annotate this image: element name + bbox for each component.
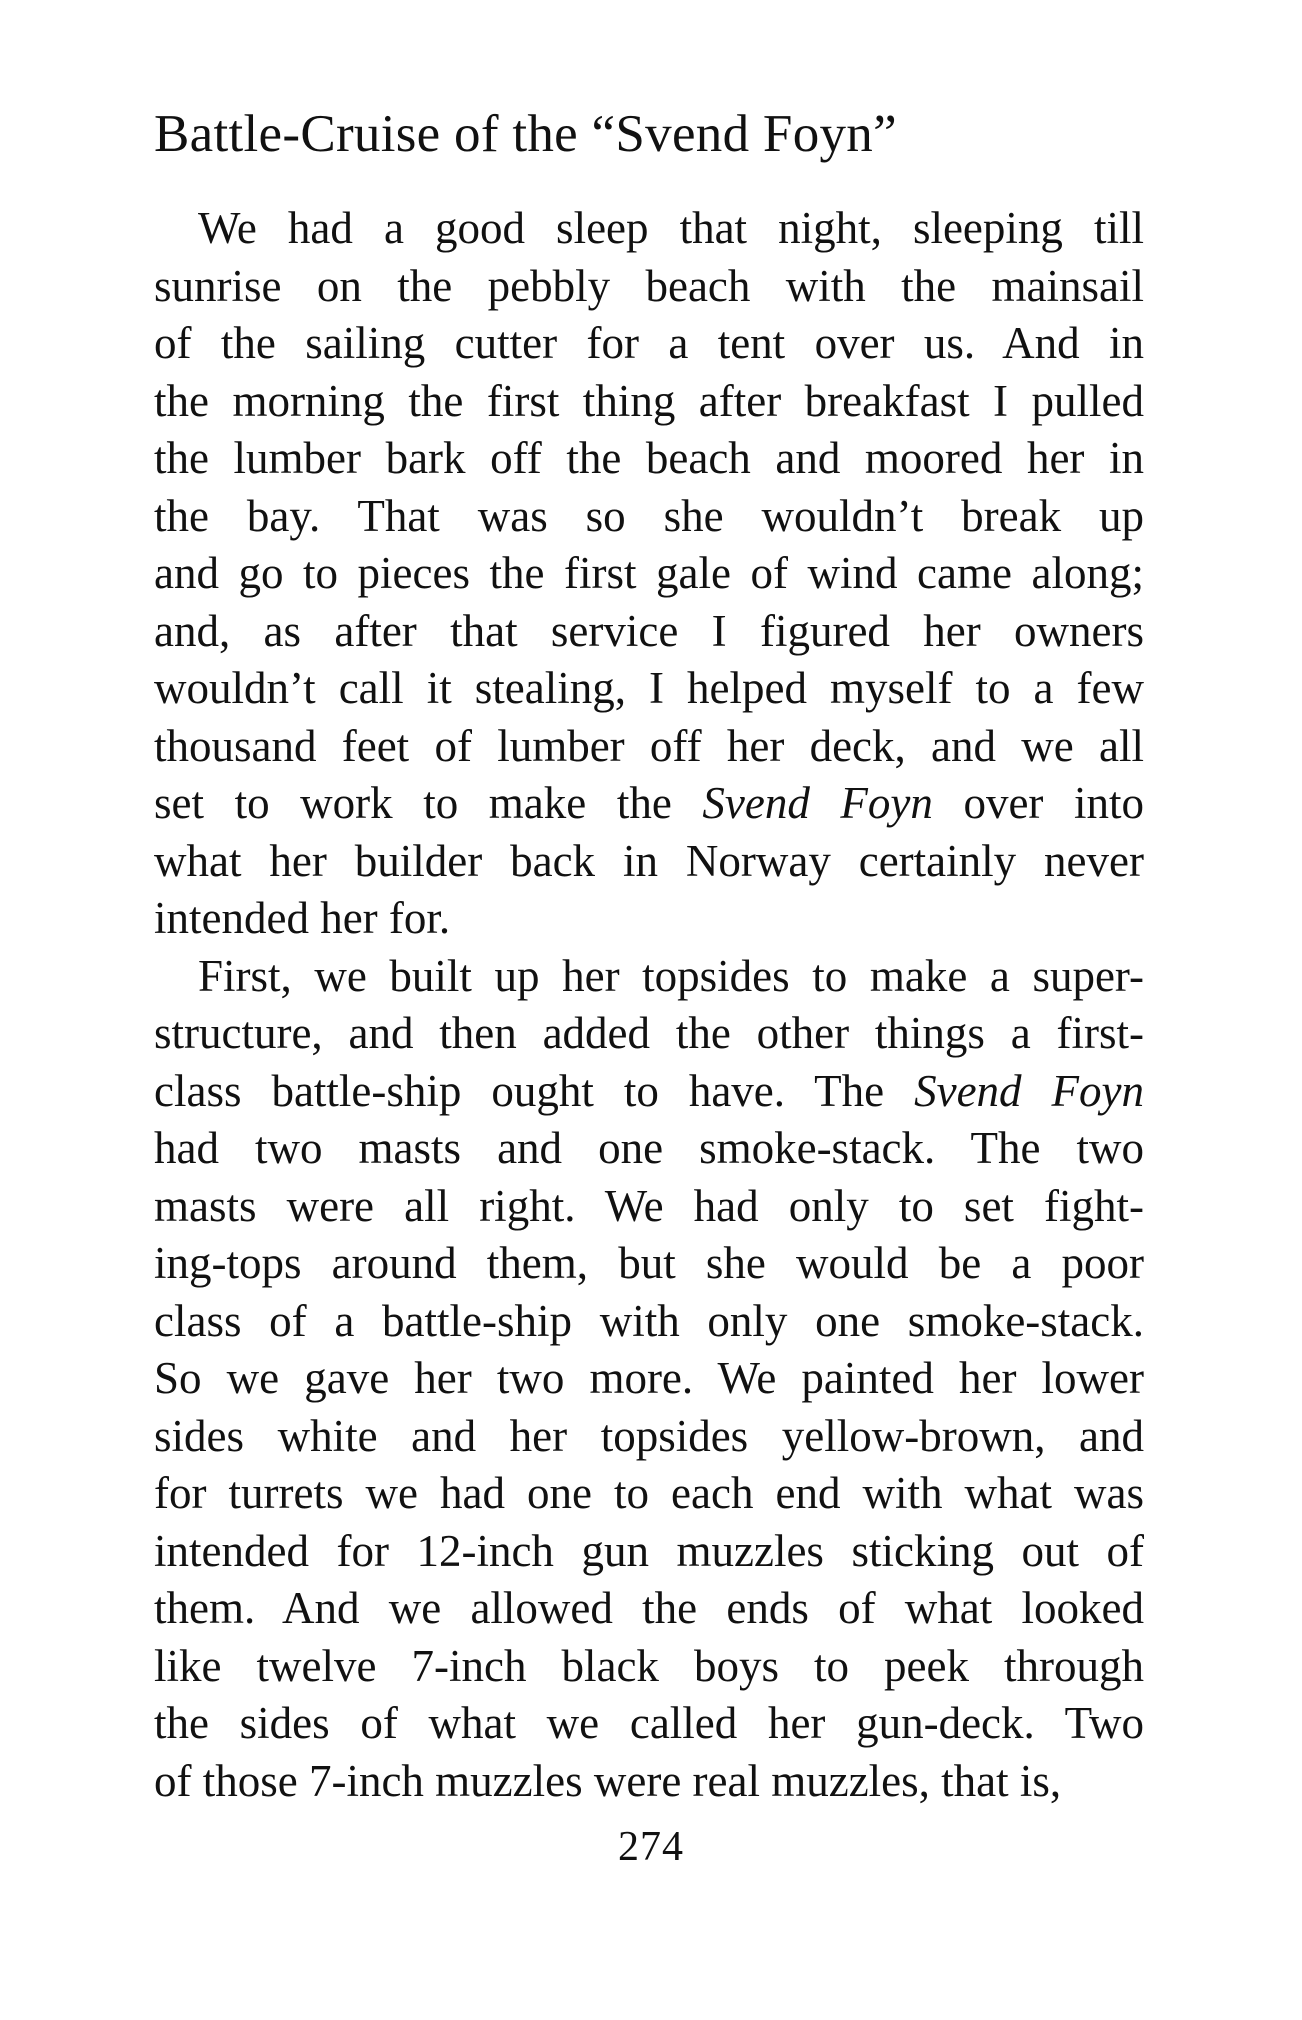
text-line [154, 890, 1144, 948]
text-line [154, 1178, 1144, 1236]
text-line [154, 1350, 1144, 1408]
page-number: 274 [618, 1824, 684, 1870]
text-line [154, 488, 1144, 546]
text-segment: them. And we allowed the ends of what looked [154, 1583, 1144, 1633]
text-segment: what her builder back in Norway certainly never [154, 835, 1144, 886]
text-segment: the lumber bark off the beach and moored her in [154, 433, 1144, 483]
text-segment: intended her for. [154, 893, 451, 943]
text-line [154, 430, 1144, 488]
running-head: Battle-Cruise of the “Svend Foyn” [154, 105, 897, 163]
text-line [154, 1293, 1144, 1351]
text-segment: ing-tops around them, but she would be a poor [154, 1238, 1144, 1288]
text-segment: the morning the first thing after breakfast I pulled [154, 375, 1144, 426]
paragraph [154, 948, 1144, 1811]
text-segment: wouldn’t call it stealing, I helped myself to a few [154, 663, 1144, 713]
text-line [154, 1005, 1144, 1063]
text-line [154, 1580, 1144, 1638]
text-segment: class of a battle-ship with only one smoke-stack. [154, 1295, 1144, 1346]
text-line [154, 775, 1144, 833]
text-line [154, 200, 1144, 258]
text-segment: thousand feet of lumber off her deck, and we all [154, 720, 1144, 771]
body-text [154, 200, 1144, 1810]
text-segment: class battle-ship ought to have. The [154, 1065, 915, 1116]
text-line [154, 315, 1144, 373]
text-segment: structure, and then added the other things a first- [154, 1008, 1144, 1058]
text-line [154, 1638, 1144, 1696]
text-segment: We had a good sleep that night, sleeping till [198, 203, 1144, 253]
text-segment: So we gave her two more. We painted her lower [154, 1353, 1144, 1403]
text-segment: sunrise on the pebbly beach with the mainsail [154, 260, 1144, 311]
text-line [154, 1063, 1144, 1121]
text-segment: sides white and her topsides yellow-brown, and [154, 1410, 1144, 1461]
text-line [154, 1408, 1144, 1466]
text-line [154, 373, 1144, 431]
text-line [154, 1120, 1144, 1178]
ship-name-italic: Svend Foyn [702, 778, 933, 828]
text-line [154, 258, 1144, 316]
text-line [154, 1753, 1144, 1811]
text-line [154, 948, 1144, 1006]
text-segment: for turrets we had one to each end with what was [154, 1468, 1144, 1518]
text-line [154, 545, 1144, 603]
text-line [154, 1465, 1144, 1523]
text-line [154, 833, 1144, 891]
text-line [154, 1523, 1144, 1581]
paragraph [154, 200, 1144, 948]
text-segment: over into [932, 778, 1144, 828]
text-line [154, 603, 1144, 661]
ship-name-italic: Svend Foyn [914, 1065, 1144, 1116]
text-segment: had two masts and one smoke-stack. The two [154, 1123, 1144, 1173]
text-line [154, 1235, 1144, 1293]
text-segment: First, we built up her topsides to make a super- [198, 950, 1144, 1001]
text-segment: and, as after that service I figured her owners [154, 605, 1144, 656]
text-segment: and go to pieces the first gale of wind came along; [154, 548, 1144, 598]
text-line [154, 718, 1144, 776]
text-segment: the sides of what we called her gun-deck. Two [154, 1698, 1144, 1748]
text-segment: of those 7-inch muzzles were real muzzles, that is, [154, 1755, 1062, 1806]
text-line [154, 660, 1144, 718]
text-segment: intended for 12-inch gun muzzles sticking out of [154, 1525, 1144, 1576]
text-line [154, 1695, 1144, 1753]
text-segment: like twelve 7-inch black boys to peek through [154, 1640, 1144, 1691]
text-segment: masts were all right. We had only to set fight- [154, 1180, 1144, 1231]
text-segment: set to work to make the [154, 778, 703, 828]
text-segment: of the sailing cutter for a tent over us. And in [154, 318, 1144, 368]
text-segment: the bay. That was so she wouldn’t break up [154, 490, 1144, 541]
